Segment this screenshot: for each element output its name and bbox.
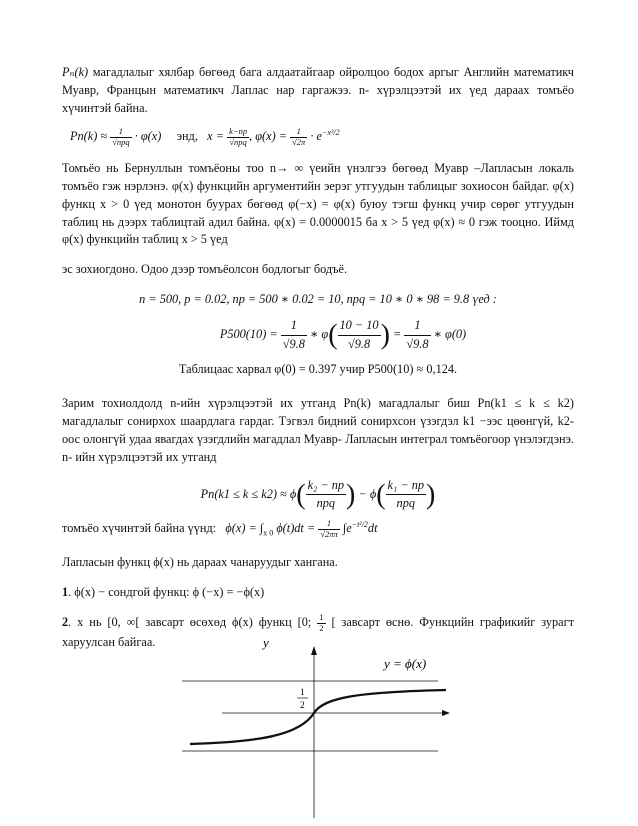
integral-frac-1-numerator: k₂ − np (306, 477, 346, 496)
intro-paragraph (62, 64, 574, 117)
x-frac-denominator: √npq (229, 137, 247, 148)
integral-minus: − ϕ (358, 486, 377, 501)
p500-frac-3-numerator: 1 (404, 317, 430, 336)
phi-eq: , φ(x) = (249, 129, 288, 144)
definition-exp-base: e (346, 521, 352, 536)
curve-label: y = ϕ(x) (384, 656, 427, 671)
definition-intro: томъёо хүчинтэй байна үүнд: (62, 521, 217, 536)
integral-frac-1-denominator: npq (316, 496, 336, 511)
right-paren: ) (426, 478, 436, 510)
definition-dt: dt (367, 521, 378, 536)
integral-limits: x 0 (263, 528, 274, 538)
p500-frac-2 (338, 317, 381, 354)
definition-lhs: ϕ(x) = ∫ (225, 521, 264, 536)
p500-formula (112, 317, 574, 354)
phi-frac-denominator: √2π (292, 137, 306, 148)
property-2-text-a: . x нь [0, ∞[ завсарт өсөхөд ϕ(x) функц [0; (68, 615, 312, 630)
given-values-formula: n = 500, p = 0.02, np = 500 ∗ 0.02 = 10, npq = 10 ∗ 0 ∗ 98 = 9.8 үед : (139, 291, 497, 306)
p500-frac-2-denominator: √9.8 (347, 336, 371, 351)
p500-frac-1 (281, 317, 307, 354)
integral-frac-2-denominator: npq (396, 496, 415, 511)
p500-mid: ∗ φ (309, 326, 329, 341)
phi-frac-numerator: 1 (290, 127, 307, 138)
laplace-function-definition (62, 519, 574, 540)
p500-frac-1-denominator: √9.8 (282, 336, 305, 351)
definition-frac (318, 519, 339, 540)
x-eq: x = (207, 129, 224, 144)
property-2-half (317, 613, 325, 634)
x-axis-arrow (442, 710, 450, 716)
exp-power: −x²/2 (322, 128, 340, 138)
p500-frac-3 (404, 317, 430, 354)
left-paren: ( (296, 478, 306, 510)
definition-mid: ϕ(t)dt = (276, 521, 316, 536)
property-2-number: 2 (62, 615, 69, 630)
properties-intro: Лапласын функц ϕ(x) нь дараах чанаруудыг хангана. (62, 554, 338, 569)
property-1-text: . ϕ(x) − сондгой функц: ϕ (−x) = −ϕ(x) (68, 584, 265, 599)
laplace-curve (190, 690, 446, 744)
local-formula-frac (110, 127, 131, 148)
phi-x: · φ(x) (134, 129, 162, 144)
local-formula (70, 127, 574, 148)
property-1-number: 1 (62, 584, 69, 599)
left-paren: ( (376, 478, 386, 510)
phi-frac (290, 127, 307, 148)
integral-formula (62, 477, 574, 514)
y-axis-label: y (263, 635, 269, 650)
left-paren: ( (328, 319, 338, 351)
p500-rhs: ∗ φ(0) (433, 326, 467, 341)
integral-frac-1 (306, 477, 346, 514)
x-frac (227, 127, 249, 148)
definition-integral: ∫ (342, 521, 347, 536)
p500-eq: = (392, 326, 402, 341)
half-denominator: 2 (319, 623, 324, 634)
document-page (62, 64, 574, 652)
intro-text: магадлалыг хялбар бөгөөд бага алдаатайгаар ойролцоо бодох аргыг Английн математикч Муавр, Францын математикч Лаплас нар гаргажээ. n- хүрэлцээтэй их үед дараах томъёо хүчинтэй байна. (62, 65, 574, 115)
frac-numerator: 1 (110, 127, 131, 138)
definition-exp-power: −t²/2 (351, 520, 368, 530)
p500-frac-2-numerator: 10 − 10 (338, 317, 381, 336)
property-2-text-b: [ завсарт өснө. Функцийн графикийг зурагт харуулсан байгаа. (62, 615, 574, 649)
tick-half-denominator: 2 (300, 701, 305, 711)
p500-lhs: P500(10) = (219, 326, 278, 341)
integral-frac-2 (386, 477, 426, 514)
tick-half-numerator: 1 (300, 688, 305, 698)
integral-formula-lhs: Pn(k1 ≤ k ≤ k2) ≈ ϕ (200, 486, 297, 501)
exp-base: · e (310, 129, 323, 144)
where-word: энд, (176, 129, 198, 144)
integral-intro-paragraph: Зарим тохиолдолд n-ийн хүрэлцээтэй их утганд Pn(k) магадлалыг биш Pn(k1 ≤ k ≤ k2) магадлалыг сонирхох шаардлага гардаг. Тэгвэл бидний сонирхсон үзэгдэл k1 −ээс цөөнгүй, k2-оос олонгүй удаа явагдах үзэгдлийн магадлал Муавр- Лапласын интеграл томъёогоор үнэлэгдэнэ. n- ийн хүрэлцээтэй их утганд (62, 396, 574, 464)
property-2 (62, 613, 574, 651)
table-result-line: Таблицаас харвал φ(0) = 0.397 учир P500(10) ≈ 0,124. (178, 362, 458, 377)
right-paren: ) (380, 319, 390, 351)
p500-frac-1-numerator: 1 (281, 317, 307, 336)
integral-frac-2-numerator: k₁ − np (386, 477, 426, 496)
definition-frac-denominator: √2ππ (320, 529, 338, 540)
p500-frac-3-denominator: √9.8 (406, 336, 429, 351)
definition-frac-numerator: 1 (318, 519, 339, 530)
half-numerator: 1 (319, 612, 324, 623)
local-formula-lhs: Pn(k) ≈ (70, 129, 108, 144)
pn-k-symbol: Pₙ(k) (62, 65, 89, 79)
property-1 (62, 584, 574, 602)
frac-denominator: √npq (112, 137, 130, 148)
solve-paragraph: эс зохиогдоно. Одоо дээр томъёолсон бодлогыг бодъё. (62, 262, 348, 277)
right-paren: ) (346, 478, 356, 510)
x-frac-numerator: k−np (229, 126, 248, 137)
moivre-paragraph: Томъёо нь Бернуллын томъёоны тоо n→ ∞ үеийн үнэлгээ бөгөөд Муавр –Лапласын локаль томъёо гэж нэрлэнэ. φ(x) функцийн аргументийн эерэг утгуудын таблицыг зохиосон байдаг. φ(x) функц x > 0 үед монотон буурах бөгөөд φ(−x) = φ(x) буюу тэгш функц учир сөрөг утгуудын таблиц нь дээрх таблицтай адил байна. φ(x) = 0.0000015 ба x > 5 үед φ(x) ≈ 0 гэж тооцно. Иймд φ(x) функцийн таблиц x > 5 үед (62, 161, 574, 247)
